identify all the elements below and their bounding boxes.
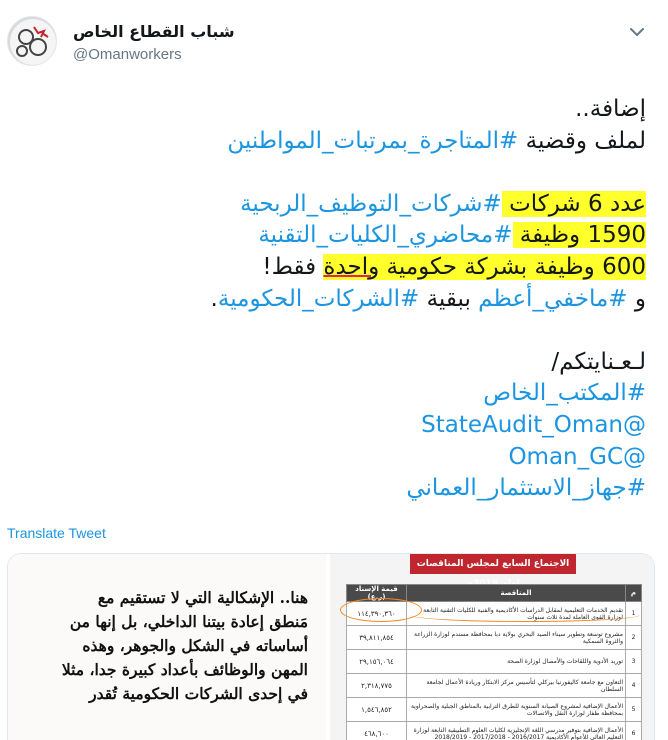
table-row [347,698,642,722]
article-text [28,586,308,706]
tweet-line [6,284,646,316]
tweet-header [0,0,668,84]
media-image-article[interactable] [8,554,326,740]
row-value: ٢٩,١٥٦,٠٦٤ [347,650,407,674]
article-line: أساساته في الشكل والجوهر، وهذه [82,636,308,655]
mention-link[interactable]: @Oman_GC [508,443,646,470]
hashtag-link[interactable]: #شركات_التوظيف_الربحية [240,190,502,217]
tweet-line [6,347,646,379]
row-number: 3 [626,650,642,674]
table-row [347,626,642,650]
underlined-text: واحدة [323,253,380,280]
article-line: هنا.. الإشكالية التي لا تستقيم مع [97,588,308,607]
table-row [347,674,642,698]
tweet-line [6,220,646,252]
hashtag-link[interactable]: #المتاجرة_بمرتبات_المواطنين [227,127,519,154]
row-number: 5 [626,698,642,722]
row-description: الأعمال الإضافية لمشروع الصيانة السنوية للطرق الترابية بالمناطق الجبلية والصحراوية بمحافظة ظفار لوزارة النقل والاتصالات [407,698,626,722]
row-number: 1 [626,602,642,626]
text-segment: لـعـنايتكم/ [551,348,646,375]
row-value: ١,٥٤٦,٨٥٢ [347,698,407,722]
tweet-line [6,410,646,442]
media-image-document[interactable] [330,554,655,740]
profile-avatar[interactable] [7,16,57,66]
article-line: المهن والوظائف بأعداد كبيرة جدا، مثلا [61,660,308,679]
tweet-text [6,94,646,505]
table-header-tender: المناقصة [407,585,626,602]
row-value: ٣٩,٨١١,٨٥٤ [347,626,407,650]
translate-tweet-link[interactable]: Translate Tweet [7,525,106,541]
row-value: ٢,٣١٨,٧٧٥ [347,674,407,698]
highlighted-text: 1590 وظيفة [512,222,646,249]
article-line: مَنطق إعادة بيتنا الداخلي، بل إنها من [69,612,308,631]
row-description: مشروع توسعة وتطوير سيناء الصيد البحري بولاية دبا بمحافظة مسندم لوزارة الزراعة والثروة السمكية [407,626,626,650]
text-segment: ببقية [419,285,479,312]
row-value: ١١٤,٣٩٠,٣٦٠ [347,602,407,626]
row-description: تقديم الخدمات التعليمية لمقابل الدراسات الأكاديمية والفنية للكليات التقنية التابعة لوزارة القوى العاملة لمدة ثلاث سنوات [407,602,626,626]
text-segment: لملف وقضية [518,127,646,154]
highlighted-text: 600 وظيفة بشركة حكومية [379,253,646,280]
tweet-line [6,126,646,158]
row-description: توريد الأدوية واللقاحات والأمصال لوزارة الصحة [407,650,626,674]
row-number: 6 [626,722,642,740]
table-header-number: م [626,585,642,602]
tweet-line [6,442,646,474]
blank-line [6,157,646,189]
row-description: التعاون مع جامعة كاليفورنيا بيركلي لتأسيس مركز الابتكار وريادة الأعمال لجامعة السلطان [407,674,626,698]
row-description: الأعمال الإضافية بتوفير مدرسي اللغة الإنجليزية لكليات العلوم التطبيقية التابعة لوزارة التعليم العالي للأعوام الأكاديمية 2016/2017 - 2017/2018 - 2018/2019 [407,722,626,740]
text-segment: و [627,285,646,312]
tweet-line [6,189,646,221]
tweet-media[interactable] [7,553,655,740]
highlighted-text: عدد 6 شركات [501,190,646,217]
chevron-down-icon[interactable] [627,22,647,42]
hashtag-link[interactable]: #ماخفي_أعظم [478,285,628,312]
row-number: 4 [626,674,642,698]
highlight-underline [410,608,640,622]
table-row [347,650,642,674]
row-number: 2 [626,626,642,650]
hashtag-link[interactable]: #جهاز_الاستثمار_العماني [406,475,646,502]
mention-link[interactable]: @StateAudit_Oman [421,411,646,438]
row-value: ٤٦٨,٦٠٠ [347,722,407,740]
hashtag-link[interactable]: #محاضري_الكليات_التقنية [258,222,513,249]
text-segment: . [210,285,218,312]
tweet-line [6,473,646,505]
document-title: الاجتماع السابع لمجلس المناقصات [410,554,576,574]
hashtag-link[interactable]: #الشركات_الحكومية [217,285,420,312]
avatar-logo-icon [8,17,57,66]
tweet-line [6,94,646,126]
text-segment: إضافة.. [575,96,646,122]
tweet-line [6,252,646,284]
table-header-value: قيمة الإسناد (ر.ع) [347,585,407,602]
blank-line [6,315,646,347]
article-line: في إحدى الشركات الحكومية تُقدر [89,684,308,703]
tweet-line [6,378,646,410]
text-segment: فقط! [262,253,324,280]
user-handle[interactable]: @Omanworkers [73,46,182,63]
table-row [347,722,642,740]
hashtag-link[interactable]: #المكتب_الخاص [483,380,646,407]
display-name[interactable]: شباب القطاع الخاص [73,22,235,41]
